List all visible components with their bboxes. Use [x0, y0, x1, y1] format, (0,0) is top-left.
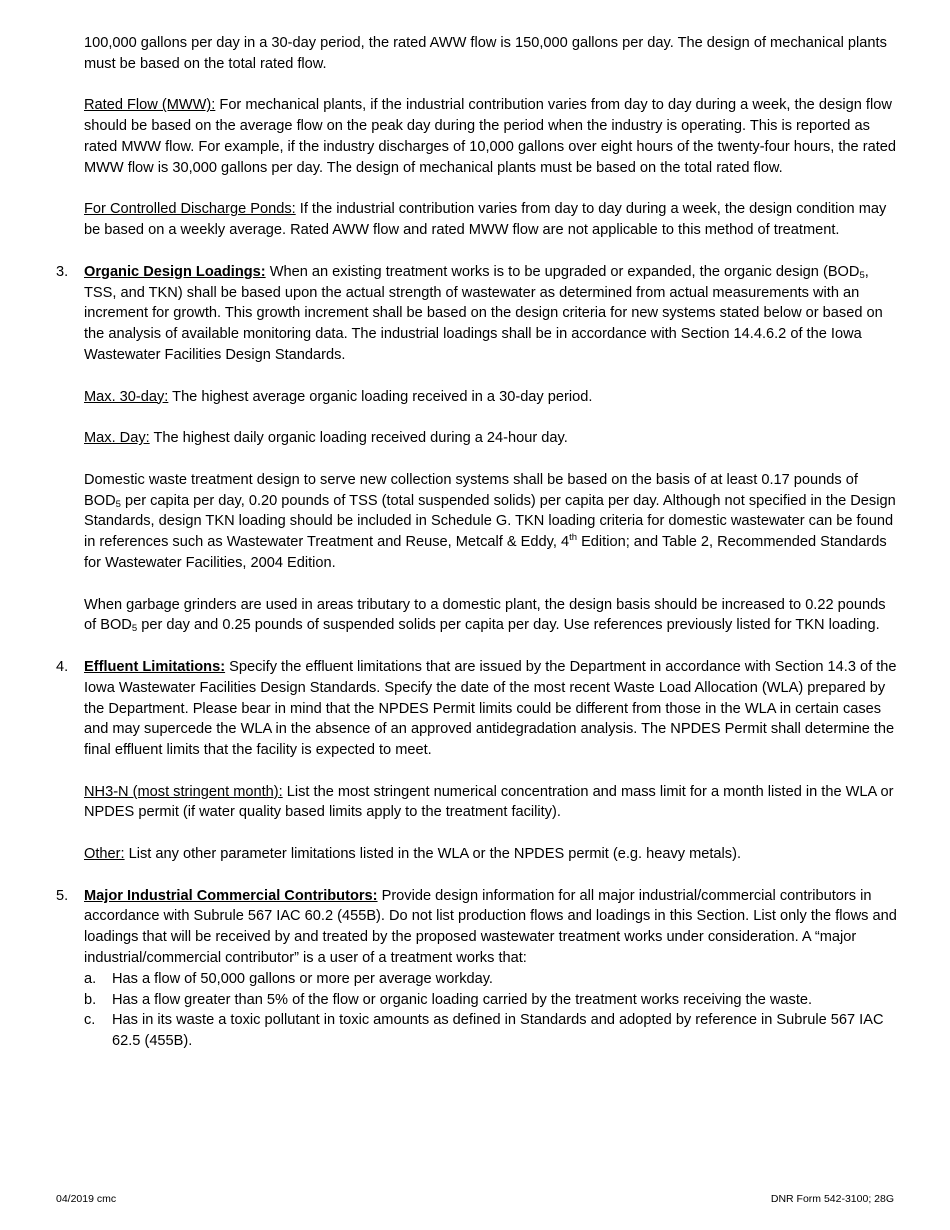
section-3-number: 3. — [56, 263, 69, 280]
nh3-n-text: List the most stringent numerical concentration and mass limit for a month listed in the WLA or NPDES permit (if water quality based limits apply to the treatment facility). — [84, 783, 894, 821]
section-4-intro-paragraph — [84, 657, 898, 761]
controlled-discharge-ponds-label: For Controlled Discharge Ponds: — [84, 201, 296, 218]
controlled-discharge-ponds-text: If the industrial contribution varies from day to day during a week, the design condition may be based on a weekly average. Rated AWW flow and rated MWW flow are not applicable to this method of treatment. — [84, 201, 887, 239]
other-limits-paragraph — [84, 844, 898, 865]
other-limits-text: List any other parameter limitations listed in the WLA or the NPDES permit (e.g. heavy metals). — [124, 846, 741, 863]
max-day-label: Max. Day: — [84, 430, 150, 447]
domestic-waste-paragraph — [84, 470, 898, 574]
section-5-title: Major Industrial Commercial Contributors: — [84, 887, 378, 904]
bod-subscript: 5 — [131, 623, 138, 635]
rated-flow-mww-text: For mechanical plants, if the industrial contribution varies from day to day during a week, the design flow should be based on the average flow on the peak day during the period when the industry is operating. This is reported as rated MWW flow. For example, if the industry discharges of 10,000 gallons over eight hours of the twenty-four hours, the rated MWW flow is 30,000 gallons per day. The design of mechanical plants must be based on the total rated flow. — [84, 97, 896, 176]
domestic-waste-text-b: per capita per day, 0.20 pounds of TSS (total suspended solids) per capita per day. Although not specified in the Design Standards, design TKN loading should be included in Schedule G. TKN loading criteria for domestic wastewater can be found in references such as Wastewater Treatment and Reuse, Metcalf & Eddy, 4 — [84, 492, 896, 551]
max-30-day-paragraph — [84, 387, 898, 408]
max-day-text: The highest daily organic loading received during a 24-hour day. — [149, 430, 568, 447]
garbage-grinders-text-b: per day and 0.25 pounds of suspended solids per capita per day. Use references previously listed for TKN loading. — [137, 617, 880, 634]
section-3-title: Organic Design Loadings: — [84, 263, 266, 280]
section-4-title: Effluent Limitations: — [84, 658, 226, 675]
section-3-intro-text-a: When an existing treatment works is to be upgraded or expanded, the organic design (BOD — [265, 263, 860, 280]
footer-form-number: DNR Form 542-3100; 28G — [770, 1193, 894, 1205]
section-4-number: 4. — [56, 658, 69, 675]
document-page — [56, 33, 898, 1052]
list-item — [56, 969, 898, 990]
section-5-intro-paragraph — [84, 886, 898, 969]
section-3-intro-text-b: , TSS, and TKN) shall be based upon the actual strength of wastewater as determined from actual measurements with an increment for growth. This growth increment shall be based on the design criteria for new systems stated below or based on the analysis of available monitoring data. The industrial loadings shall be in accordance with Section 14.4.6.2 of the Iowa Wastewater Facilities Design Standards. — [84, 263, 883, 363]
list-item-letter: a. — [84, 970, 97, 987]
garbage-grinders-text-a: When garbage grinders are used in areas tributary to a domestic plant, the design basis should be increased to 0.22 pounds of BOD — [84, 596, 886, 634]
bod-subscript: 5 — [859, 269, 865, 281]
section-5 — [56, 886, 898, 969]
list-item-letter: c. — [84, 1012, 96, 1029]
intro-block — [84, 33, 898, 241]
nh3-n-label: NH3-N (most stringent month): — [84, 783, 283, 800]
section-5-number: 5. — [56, 887, 69, 904]
max-30-day-text: The highest average organic loading received in a 30-day period. — [168, 388, 593, 405]
domestic-waste-text-c: Edition; and Table 2, Recommended Standards for Wastewater Facilities, 2004 Edition. — [84, 534, 887, 571]
section-4-intro-text: Specify the effluent limitations that are issued by the Department in accordance with Section 14.3 of the Iowa Wastewater Facilities Design Standards. Specify the date of the most recent Waste Load Allocation (WLA) prepared by the Department. Please bear in mind that the NPDES Permit limits could be different from those in the WLA in certain cases and may supercede the WLA in the absence of an approved antidegradation analysis. The NPDES Permit shall determine the final effluent limits that the facility is expected to meet. — [84, 658, 897, 759]
list-item — [56, 990, 898, 1011]
list-item-letter: b. — [84, 991, 97, 1008]
footer-revision-date: 04/2019 cmc — [56, 1193, 117, 1205]
controlled-discharge-ponds-paragraph — [84, 199, 898, 241]
section-3 — [56, 262, 898, 636]
rated-flow-mww-paragraph — [84, 95, 898, 178]
nh3-n-paragraph — [84, 782, 898, 824]
domestic-waste-text-a: Domestic waste treatment design to serve new collection systems shall be based on the basis of at least 0.17 pounds of BOD — [84, 471, 858, 509]
section-3-intro-paragraph — [84, 262, 898, 366]
other-limits-label: Other: — [84, 846, 125, 863]
major-contributor-criteria-list — [56, 969, 898, 1052]
max-30-day-label: Max. 30-day: — [84, 388, 169, 405]
section-4 — [56, 657, 898, 865]
list-item — [56, 1010, 898, 1052]
rated-flow-mww-label: Rated Flow (MWW): — [84, 97, 216, 114]
garbage-grinders-paragraph — [84, 595, 898, 637]
list-item-text: Has a flow greater than 5% of the flow or organic loading carried by the treatment works receiving the waste. — [112, 991, 813, 1008]
aww-continuation-paragraph: 100,000 gallons per day in a 30-day period, the rated AWW flow is 150,000 gallons per day. The design of mechanical plants must be based on the total rated flow. — [84, 35, 887, 72]
max-day-paragraph — [84, 428, 898, 449]
section-5-intro-text: Provide design information for all major industrial/commercial contributors in accordance with Subrule 567 IAC 60.2 (455B). Do not list production flows and loadings in this Section. List only the flows and loadings that will be received by and treated by the proposed wastewater treatment works under consideration. A “major industrial/commercial contributor” is a user of a treatment works that: — [84, 887, 897, 967]
edition-superscript: th — [569, 532, 578, 544]
bod-subscript: 5 — [115, 498, 121, 510]
list-item-text: Has in its waste a toxic pollutant in toxic amounts as defined in Standards and adopted by reference in Subrule 567 IAC 62.5 (455B). — [112, 1012, 884, 1050]
list-item-text: Has a flow of 50,000 gallons or more per average workday. — [112, 970, 493, 987]
